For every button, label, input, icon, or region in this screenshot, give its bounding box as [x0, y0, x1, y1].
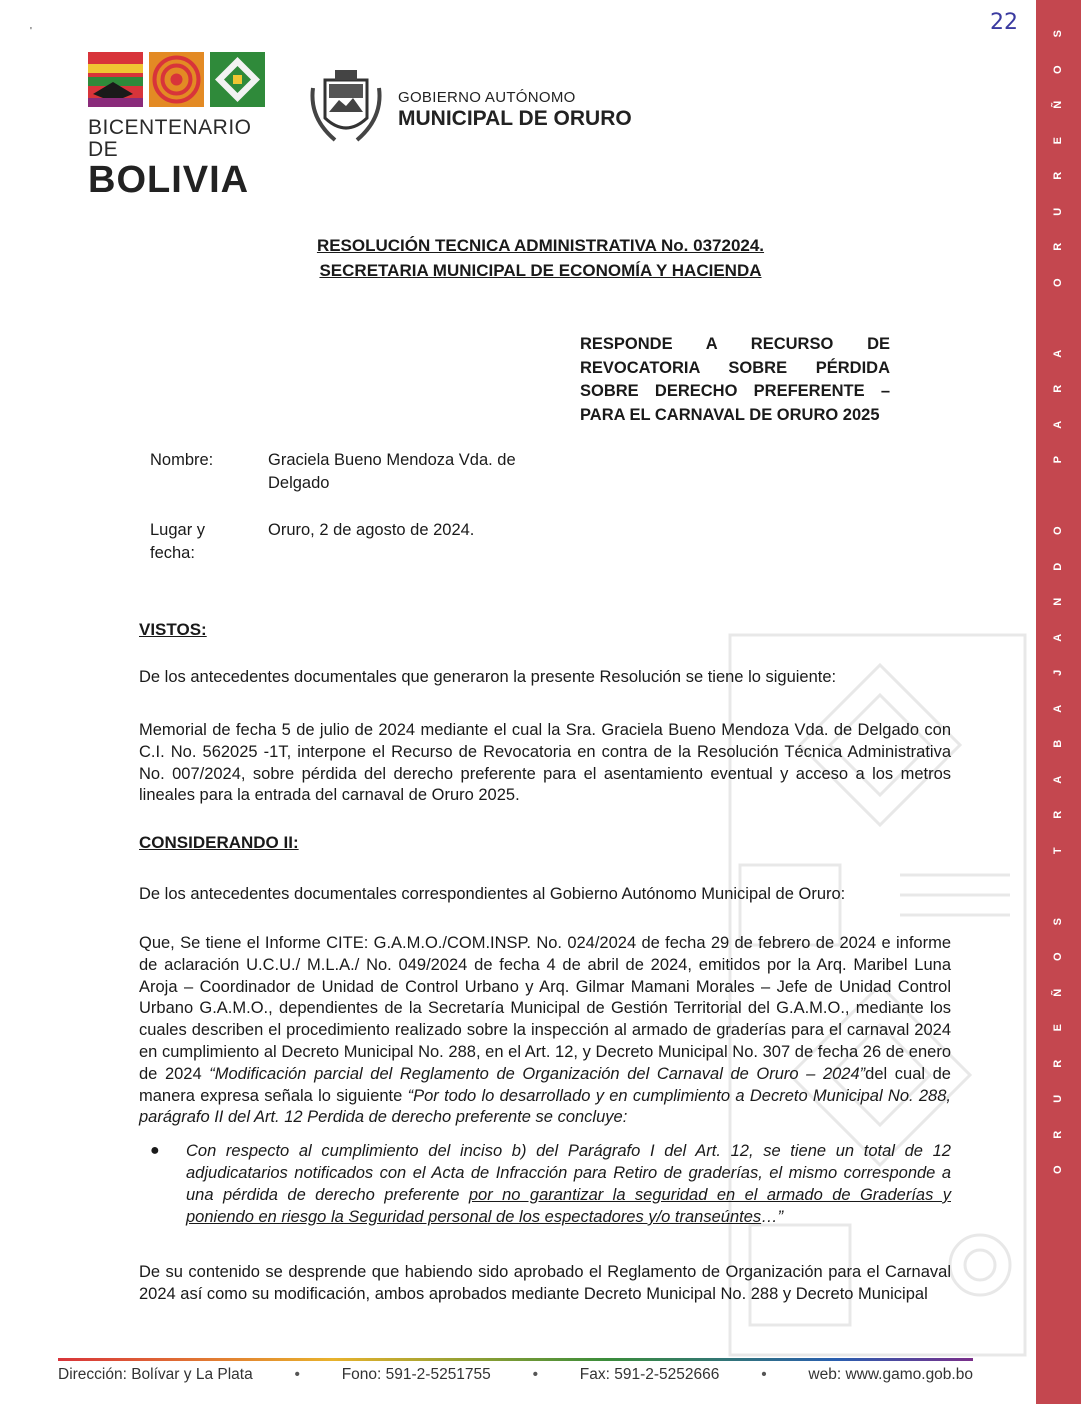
- side-band-letter: U: [1051, 207, 1064, 216]
- bullet-icon: ●: [150, 1142, 160, 1159]
- nombre-value: Graciela Bueno Mendoza Vda. de Delgado: [268, 451, 516, 492]
- side-band-letter: R: [1051, 1059, 1064, 1068]
- side-band-letter: A: [1051, 775, 1064, 784]
- spiral-icon: [149, 52, 204, 107]
- gamo-line1: GOBIERNO AUTÓNOMO: [398, 89, 576, 106]
- subject-line: SOBRE DERECHO PREFERENTE –: [580, 382, 890, 400]
- bullet-underlined: por no garantizar la seguridad en el armado de Graderías y poniendo en riesgo la Seguridad personal de los espectadores y/o transeúntes: [186, 1186, 951, 1226]
- side-band-letter: N: [1051, 597, 1064, 606]
- side-band-letter: B: [1051, 739, 1064, 748]
- lugar-value: Oruro, 2 de agosto de 2024.: [268, 521, 475, 539]
- p2-italic-1: “Modificación parcial del Reglamento de Organización del Carnaval de Oruro – 2024”: [209, 1064, 866, 1083]
- side-band-letter: R: [1051, 1130, 1064, 1139]
- side-band-letter: R: [1051, 242, 1064, 251]
- p2-italic-2: “Por todo lo desarrollado y en cumplimiento a Decreto Municipal No. 288, parágrafo II del Art. 12 Perdida de derecho preferente se concluye:: [139, 1086, 951, 1127]
- side-band-letter: O: [1051, 1165, 1064, 1175]
- footer-separator: •: [294, 1366, 300, 1383]
- considerando-paragraph-3: De su contenido se desprende que habiendo sido aprobado el Reglamento de Organización para el Carnaval 2024 así como su modificación, ambos aprobados mediante Decreto Municipal No. 288 y Decreto Municipal: [139, 1263, 951, 1303]
- side-band-letter: P: [1051, 456, 1064, 464]
- side-band-letter: T: [1051, 846, 1064, 854]
- side-band-letter: U: [1051, 1094, 1064, 1103]
- side-band-letter: J: [1051, 669, 1064, 676]
- secretaria-title: SECRETARIA MUNICIPAL DE ECONOMÍA Y HACIENDA: [319, 261, 762, 280]
- side-band-letter: R: [1051, 171, 1064, 180]
- bullet-end: …”: [761, 1208, 784, 1226]
- p2-text-b: del cual de manera expresa señala lo siguiente: [139, 1064, 951, 1105]
- footer-separator: •: [532, 1366, 539, 1383]
- bicentenario-line1: BICENTENARIO DE: [88, 116, 252, 161]
- side-band-letter: S: [1051, 30, 1064, 38]
- page-number: 22: [990, 10, 1018, 35]
- side-band-letter: R: [1051, 384, 1064, 393]
- vistos-paragraph-2: Memorial de fecha 5 de julio de 2024 mediante el cual la Sra. Graciela Bueno Mendoza Vda. de Delgado con C.I. No. 562025 -1T, interpone el Recurso de Revocatoria en contra de la Resolución Técnica Administrativa No. 007/2024, sobre pérdida del derecho preferente para el asentamiento eventual y acceso a los metros lineales para la entrada del carnaval de Oruro 2025.: [139, 721, 951, 805]
- lugar-label: Lugar y fecha:: [150, 521, 206, 562]
- vistos-paragraph-1: De los antecedentes documentales que generaron la presente Resolución se tiene lo siguiente:: [139, 668, 837, 686]
- resolution-title: RESOLUCIÓN TECNICA ADMINISTRATIVA No. 0372024.: [316, 236, 765, 255]
- side-band-letter: A: [1051, 633, 1064, 642]
- gamo-name: [398, 89, 632, 131]
- side-band-letter: Ñ: [1051, 988, 1064, 997]
- side-band-letter: E: [1051, 1024, 1064, 1032]
- side-band-letter: A: [1051, 704, 1064, 713]
- bicentenario-logo: [88, 52, 268, 201]
- footer-phone: Fono: 591-2-5251755: [341, 1366, 491, 1383]
- p2-text-a: Que, Se tiene el Informe CITE: G.A.M.O./COM.INSP. No. 024/2024 de fecha 29 de febrero de 2024 e informe de aclaración U.C.U./ M.L.A./ No. 049/2024 de fecha 4 de abril de 2024, emitidos por la Arq. Maribel Luna Aroja – Coordinador de Unidad de Control Urbano y Arq. Gilmar Mamani Morales – Jefe de Unidad Control Urbano G.A.M.O., dependientes de la Secretaría Municipal de Gestión Territorial del G.A.M.O., mediante los cuales describen el procedimiento realizado sobre la inspección al armado de graderías para el carnaval 2024 en cumplimiento al Decreto Municipal No. 288, en el Art. 12, y Decreto Municipal No. 307 de fecha 26 de enero de 2024: [139, 934, 951, 1083]
- side-band-letter: Ñ: [1051, 100, 1064, 109]
- municipal-seal-icon: [305, 68, 387, 150]
- side-band-text: [1036, 16, 1081, 1188]
- footer-fax: Fax: 591-2-5252666: [579, 1366, 720, 1383]
- vistos-heading: VISTOS:: [139, 620, 207, 639]
- side-band-letter: O: [1051, 526, 1064, 536]
- considerando-paragraph-2: [139, 933, 951, 1129]
- side-band-letter: O: [1051, 277, 1064, 287]
- side-band-letter: R: [1051, 810, 1064, 819]
- side-band-letter: S: [1051, 917, 1064, 925]
- side-band-letter: A: [1051, 420, 1064, 429]
- nombre-label: Nombre:: [150, 451, 214, 469]
- side-band: [1036, 0, 1081, 1404]
- considerando-paragraph-1: De los antecedentes documentales correspondientes al Gobierno Autónomo Municipal de Oruro:: [139, 885, 846, 903]
- footer-separator: •: [761, 1366, 767, 1383]
- footer-web: web: www.gamo.gob.bo: [808, 1366, 973, 1383]
- side-band-letter: O: [1051, 64, 1064, 74]
- bullet-text: Con respecto al cumplimiento del inciso b) del Parágrafo I del Art. 12, se tiene un total de 12 adjudicatarios notificados con el Acta de Infracción para Retiro de graderías, el mismo corresponde a una pérdida de derecho preferente: [186, 1142, 951, 1204]
- side-band-letter: A: [1051, 349, 1064, 358]
- resolution-subject: [580, 333, 890, 427]
- scan-mark: ': [30, 26, 32, 37]
- gamo-line2: MUNICIPAL DE ORURO: [398, 107, 632, 130]
- side-band-letter: D: [1051, 562, 1064, 571]
- subject-line: RESPONDE A RECURSO DE: [580, 335, 890, 353]
- andean-cross-icon: [210, 52, 265, 107]
- subject-line: REVOCATORIA SOBRE PÉRDIDA: [580, 358, 890, 377]
- side-band-letter: O: [1051, 952, 1064, 962]
- footer-rule: [58, 1358, 973, 1361]
- footer-address: Dirección: Bolívar y La Plata: [58, 1366, 253, 1383]
- considerando-heading: CONSIDERANDO II:: [139, 833, 299, 852]
- flag-stripes-icon: [88, 52, 143, 107]
- bicentenario-line2: BOLIVIA: [88, 159, 250, 201]
- side-band-letter: E: [1051, 136, 1064, 144]
- subject-line: PARA EL CARNAVAL DE ORURO 2025: [580, 405, 880, 424]
- footer: [58, 1366, 973, 1384]
